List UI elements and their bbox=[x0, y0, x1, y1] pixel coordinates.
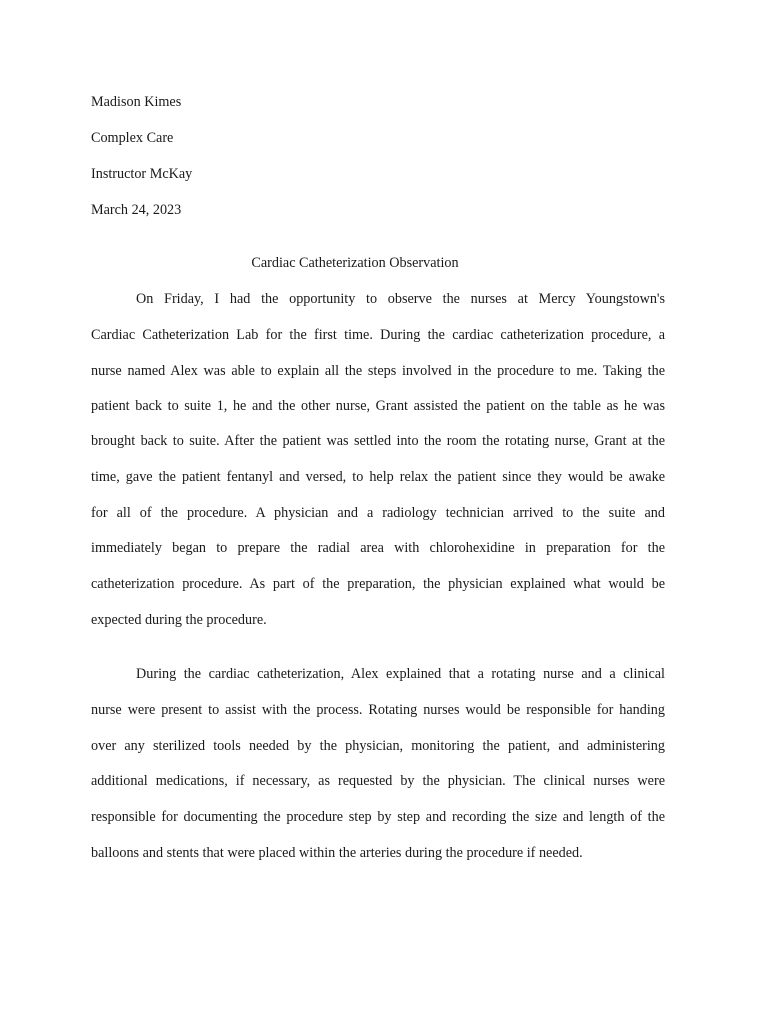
paragraph-line: responsible for documenting the procedure step by step and recording the size and length of the bbox=[91, 809, 665, 825]
author-name: Madison Kimes bbox=[91, 94, 182, 110]
paragraph-line: additional medications, if necessary, as requested by the physician. The clinical nurses were bbox=[91, 773, 665, 789]
document-title: Cardiac Catheterization Observation bbox=[251, 255, 459, 271]
document-date: March 24, 2023 bbox=[91, 202, 182, 218]
paragraph-line: catheterization procedure. As part of the preparation, the physician explained what would be bbox=[91, 576, 665, 592]
paragraph-line: immediately began to prepare the radial area with chlorohexidine in preparation for the bbox=[91, 540, 665, 556]
paragraph-line: nurse named Alex was able to explain all the steps involved in the procedure to me. Taking the bbox=[91, 363, 665, 379]
paragraph-line: expected during the procedure. bbox=[91, 612, 267, 628]
paragraph-line: nurse were present to assist with the process. Rotating nurses would be responsible for handing bbox=[91, 702, 665, 718]
paragraph-line: brought back to suite. After the patient was settled into the room the rotating nurse, Grant at the bbox=[91, 433, 665, 449]
paragraph-line: On Friday, I had the opportunity to observe the nurses at Mercy Youngstown's bbox=[136, 291, 665, 307]
paragraph-line: Cardiac Catheterization Lab for the first time. During the cardiac catheterization procedure, a bbox=[91, 327, 665, 343]
instructor-name: Instructor McKay bbox=[91, 166, 193, 182]
paragraph-line: balloons and stents that were placed within the arteries during the procedure if needed. bbox=[91, 845, 583, 861]
paragraph-line: over any sterilized tools needed by the physician, monitoring the patient, and administering bbox=[91, 738, 665, 754]
paragraph-line: During the cardiac catheterization, Alex explained that a rotating nurse and a clinical bbox=[136, 666, 665, 682]
paragraph-line: patient back to suite 1, he and the other nurse, Grant assisted the patient on the table as he was bbox=[91, 398, 665, 414]
paragraph-line: for all of the procedure. A physician and a radiology technician arrived to the suite and bbox=[91, 505, 665, 521]
paragraph-line: time, gave the patient fentanyl and versed, to help relax the patient since they would be awake bbox=[91, 469, 665, 485]
course-name: Complex Care bbox=[91, 130, 174, 146]
